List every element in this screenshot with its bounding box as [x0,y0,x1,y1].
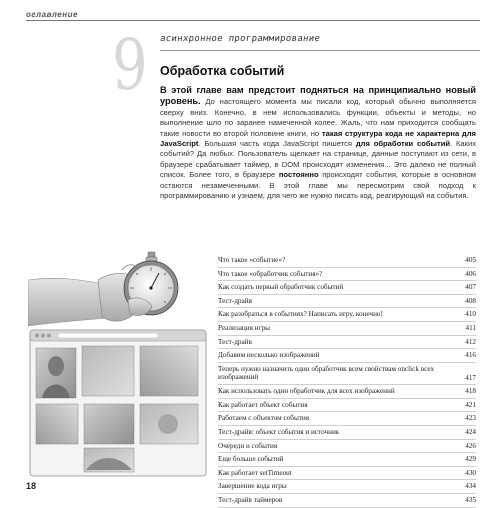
toc-entry[interactable] [218,399,476,413]
toc-entry[interactable] [218,281,476,295]
chapter-intro [160,85,476,201]
toc-entry[interactable] [218,385,476,399]
toc-entry-title: Как использовать один обработчик для всех изображений [218,387,395,396]
toc-entry-page: 407 [465,283,476,292]
page-number: 18 [26,481,37,491]
toc-entry-page: 417 [465,373,476,382]
intro-text-4: происходят события, которые в основном остаются незамеченными. В этой главе мы пересмотрим свой подход к программированию и узнаем, для чего же нужно писать код, реагирующий на события. [160,170,476,201]
hand-with-stopwatch-illustration [28,240,208,332]
toc-entry-page: 429 [465,455,476,464]
toc-entry-title: Что такое «обработчик события»? [218,269,323,278]
toc-entry[interactable] [218,480,476,494]
toc-entry-page: 423 [465,414,476,423]
toc-entry-title: Тест-драйв: объект события и источник [218,427,340,436]
chapter-title: асинхронное программирование [159,34,321,44]
toc-entry-page: 421 [465,400,476,409]
toc-entry-page: 426 [465,441,476,450]
toc-entry[interactable] [218,426,476,440]
toc-entry-title: Реализация игры [218,323,270,332]
toc-entry-title: Как создать первый обработчик событий [218,283,344,292]
header-divider [26,20,480,21]
toc-entry-title: Как работает объект события [218,400,308,409]
toc-entry-title: Как работает setTimeout [218,468,292,477]
toc-entry-page: 406 [465,269,476,278]
toc-entry-page: 412 [465,337,476,346]
toc-entry-title: Тест-драйв [218,296,252,305]
toc-entry-title: Еще больше событий [218,455,284,464]
toc-entry-page: 410 [465,310,476,319]
toc-entry-page: 430 [465,468,476,477]
toc-entry[interactable] [218,494,476,508]
section-label: оглавление [26,10,78,19]
toc-entry-page: 411 [465,323,476,332]
toc-entry[interactable] [218,308,476,322]
toc-entry[interactable] [218,322,476,336]
toc-entry-title: Очереди и события [218,441,278,450]
toc-entry-page: 405 [465,256,476,264]
toc-entry-title: Тест-драйв таймеров [218,495,283,504]
intro-bold-1: такая структура кода не характерна для JavaScript [160,128,476,149]
toc-entry[interactable] [218,467,476,481]
toc-entry[interactable] [218,295,476,309]
toc-entry-page: 416 [465,351,476,360]
section-title: Обработка событий [160,64,285,78]
chapter-title-divider [160,50,480,51]
toc-entry[interactable] [218,336,476,350]
toc-entry-title: Как разобраться в событиях? Написать игру, конечно! [218,310,383,319]
toc-entry[interactable] [218,440,476,454]
intro-bold-2: для обработки событий [355,139,451,149]
toc-entry-page: 435 [465,495,476,504]
toc-entry[interactable] [218,412,476,426]
chapter-number: 9 [112,24,148,106]
toc-entry[interactable] [218,453,476,467]
toc-entry-title: Тест-драйв [218,337,252,346]
toc-entry-title: Добавим несколько изображений [218,351,320,360]
toc-entry-page: 434 [465,482,476,491]
toc-entry[interactable] [218,268,476,282]
toc-entry-title: Завершение кода игры [218,482,287,491]
intro-lead: В этой главе вам предстоит подняться на принципиально новый уровень. [160,85,476,107]
toc-entry-page: 418 [465,387,476,396]
table-of-contents [218,254,476,508]
toc-entry[interactable] [218,254,476,268]
toc-entry-title: Работаем с объектом события [218,414,310,423]
toc-entry-page: 408 [465,296,476,305]
intro-text-1: До настоящего момента мы писали код, который обычно выполняется сверху вниз. Конечно, в нем использовались функции, объекты и методы, но выполнение шло по заранее намеченной колее. Жаль, что нам приходится сообщать такие новости во второй половине книги, но [160,97,476,138]
toc-entry-page: 424 [465,427,476,436]
toc-entry[interactable] [218,349,476,363]
intro-text-2: . Большая часть кода JavaScript пишется [198,139,356,149]
browser-image-gallery-illustration [28,328,208,478]
toc-entry[interactable] [218,363,476,385]
toc-entry-title: Теперь нужно назначить один обработчик всем свойствам onclick всех изображений [218,364,435,382]
intro-bold-3: постоянно [278,170,319,180]
intro-text-3: . Каких событий? Да любых. Пользователь щелкает на странице, данные поступают из сети, в браузере срабатывает таймер, в DOM происходят изменения... Это далеко не полный список. Более того, в браузере [160,139,476,180]
toc-entry-title: Что такое «событие»? [218,256,286,264]
